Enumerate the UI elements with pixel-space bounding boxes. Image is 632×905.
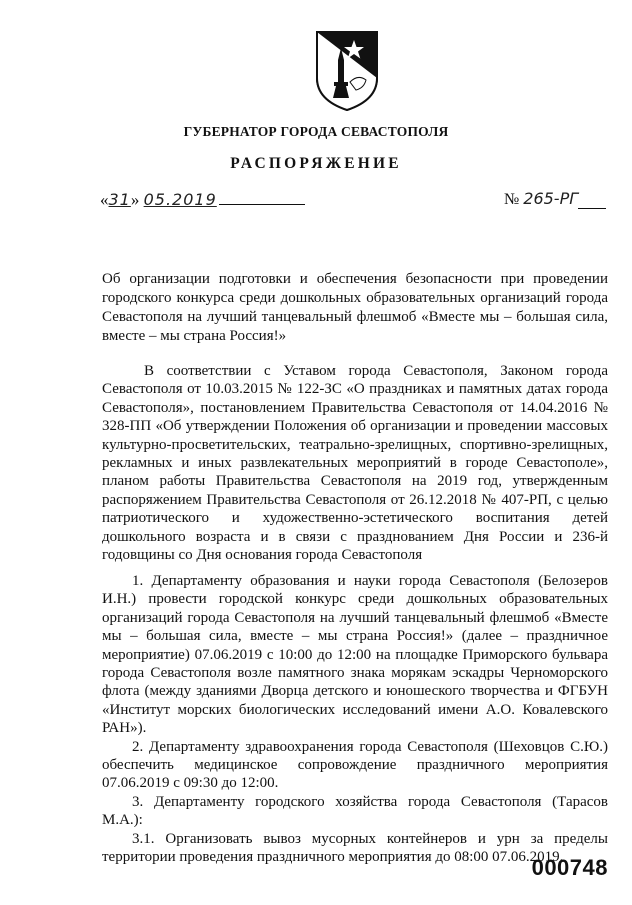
document-subject: Об организации подготовки и обеспечения безопасности при проведении городского конкурса среди дошкольных образовательных организаций города Севастополя на лучший танцевальный флешмоб «Вместе мы – большая сила, вместе – мы страна Россия!»	[102, 271, 608, 344]
order-item: 2. Департаменту здравоохранения города Севастополя (Шеховцов С.Ю.) обеспечить медицинское сопровождение праздничного мероприятия 07.06.2019 с 09:30 до 12:00.	[102, 738, 608, 792]
date-underline	[219, 204, 305, 205]
document-type-title: РАСПОРЯЖЕНИЕ	[230, 155, 402, 172]
document-number	[504, 189, 606, 209]
date-day: 31	[108, 190, 131, 209]
order-item: 3. Департаменту городского хозяйства города Севастополя (Тарасов М.А.):	[102, 793, 608, 829]
registration-number: 000748	[531, 855, 608, 880]
order-item: 1. Департаменту образования и науки города Севастополя (Белозеров И.Н.) провести городской конкурс среди дошкольных образовательных организаций города Севастополя на лучший танцевальный флешмоб «Вместе мы – большая сила, вместе – мы страна Россия!» (далее – праздничное мероприятие) 07.06.2019 с 10:00 до 12:00 на площадке Приморского бульвара города Севастополя возле памятного знака морякам эскадры Черноморского флота (между зданиями Дворца детского и юношеского творчества и ФГБУН «Институт морских биологических исследований имени А.О. Ковалевского РАН»).	[102, 573, 608, 737]
order-subitem: 3.1. Организовать вывоз мусорных контейнеров и урн за пределы территории проведения праздничного мероприятия до 08:00 07.06.2019.	[102, 830, 608, 866]
date-month-year: 05.2019	[143, 190, 217, 209]
coat-of-arms-icon	[314, 30, 380, 112]
number-label: №	[504, 191, 520, 208]
issuing-authority: ГУБЕРНАТОР ГОРОДА СЕВАСТОПОЛЯ	[183, 124, 449, 139]
preamble-paragraph: В соответствии с Уставом города Севастополя, Законом города Севастополя от 10.03.2015 № 122-ЗС «О праздниках и памятных датах города Севастополя», постановлением Правительства Севастополя от 14.04.2016 № 328-ПП «Об утверждении Положения об организации и проведении массовых культурно-просветительских, театрально-зрелищных, спортивно-зрелищных, рекламных и иных развлекательных мероприятий в городе Севастополе», планом работы Правительства Севастополя на 2019 год, утвержденным распоряжением Правительства Севастополя от 26.12.2018 № 407-РП, с целью патриотического и художественно-эстетического воспитания детей дошкольного возраста и в связи с празднованием Дня России и 236-й годовщины со Дня основания города Севастополя	[102, 363, 608, 564]
number-underline	[578, 208, 606, 209]
number-value: 265-РГ	[523, 189, 579, 208]
order-items	[102, 572, 608, 867]
date-close-quote: »	[130, 190, 140, 209]
date-open-quote: «	[100, 190, 109, 209]
document-date	[100, 190, 305, 210]
